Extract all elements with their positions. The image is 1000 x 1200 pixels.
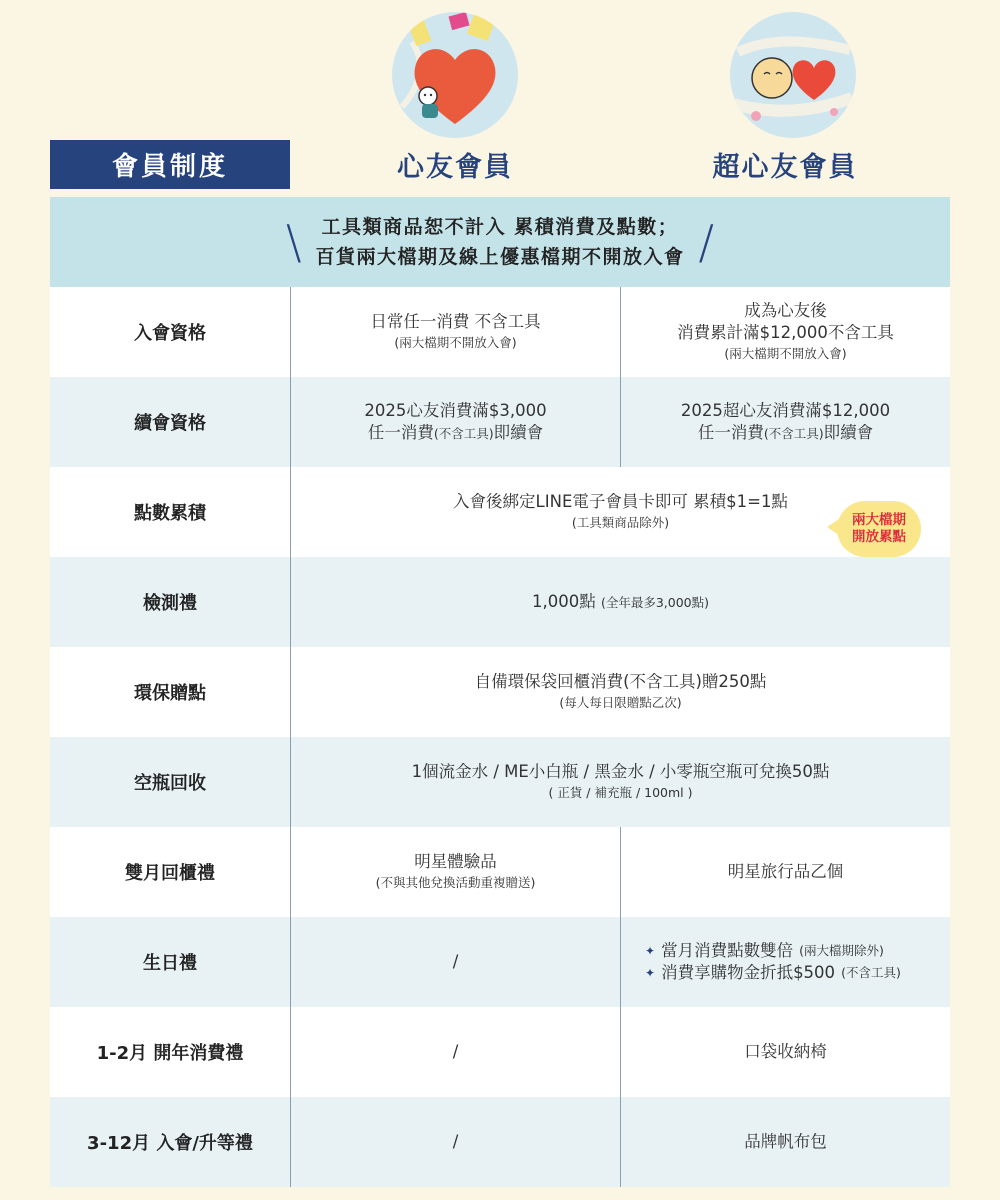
cell-main-line [532,591,709,614]
table-row-new-year [50,1007,950,1097]
row-label: 環保贈點 [134,683,206,704]
row-label: 續會資格 [134,413,206,434]
table-row-points [50,467,950,557]
row-label: 點數累積 [134,503,206,524]
tier2-cell [620,1007,950,1097]
diamond-star-icon: ✦ [645,944,656,958]
text-part: 即續會 [493,422,544,442]
cell-main: 自備環保袋回櫃消費(不含工具)贈250點 [474,672,767,691]
cell-note: (不與其他兌換活動重複贈送) [375,875,536,890]
text-part: 任一消費 [697,422,764,442]
cell-note: (兩大檔期不開放入會) [394,335,517,350]
table-row-bimonthly [50,827,950,917]
tier2-header: 超心友會員 [712,152,858,183]
row-label: 生日禮 [143,953,197,974]
cell-main: / [452,1042,459,1061]
tier1-heart-character-icon [392,12,518,138]
notice-line-2: 百貨兩大檔期及線上優惠檔期不開放入會 [315,246,685,268]
diamond-star-icon: ✦ [645,966,656,980]
tier2-cell [620,917,950,1007]
cell-line-2 [368,422,543,445]
tier1-cell [290,917,620,1007]
promo-badge [837,501,921,557]
text-part: 即續會 [823,422,874,442]
tier1-cell [290,1007,620,1097]
row-label: 雙月回櫃禮 [125,863,215,884]
membership-table [50,287,950,1187]
text-small: (不含工具) [763,425,824,441]
left-slash-decoration: \ [285,215,302,269]
cell-main: 明星旅行品乙個 [727,862,844,881]
tier2-cell [620,1097,950,1187]
tier2-heart-couple-icon [730,12,856,138]
cell-main: / [452,952,459,971]
cell-note: (每人每日限贈點乙次) [559,695,682,710]
table-row-bottle [50,737,950,827]
cell-line-1: 2025超心友消費滿$12,000 [680,400,891,420]
row-label: 空瓶回收 [134,773,206,794]
shared-cell [290,557,950,647]
bullet-item [645,962,901,984]
row-label: 檢測禮 [143,593,197,614]
tier1-cell [290,827,620,917]
tier1-header: 心友會員 [397,152,513,183]
cell-main: 1,000點 [531,591,596,611]
cell-main: 入會後綁定LINE電子會員卡即可 累積$1=1點 [453,492,788,511]
table-row-eco [50,647,950,737]
cell-note: (全年最多3,000點) [600,594,710,610]
notice-line-1: 工具類商品恕不計入 累積消費及點數； [321,216,679,238]
cell-line-2 [698,422,873,445]
right-slash-decoration: / [698,215,714,269]
cell-note: ( 正貨 / 補充瓶 / 100ml ) [548,785,693,800]
cell-main: / [452,1132,459,1151]
cell-main: 1個流金水 / ME小白瓶 / 黑金水 / 小零瓶空瓶可兌換50點 [411,762,830,781]
bullet-main: 當月消費點數雙倍 [661,941,794,960]
table-row-test-gift [50,557,950,647]
shared-cell [290,737,950,827]
table-row-join-upgrade [50,1097,950,1187]
table-row-renew [50,377,950,467]
tier1-cell [290,377,620,467]
cell-note: (兩大檔期不開放入會) [724,346,847,361]
cell-main: 明星體驗品 [414,852,497,871]
tier2-cell [620,377,950,467]
cell-main: 日常任一消費 不含工具 [370,312,541,331]
cell-main: 口袋收納椅 [744,1042,827,1061]
tier2-cell [620,287,950,377]
badge-line-1: 兩大檔期 [852,512,906,528]
cell-line-1: 2025心友消費滿$3,000 [364,400,547,420]
bullet-item [645,940,884,962]
table-row-birthday [50,917,950,1007]
badge-line-2: 開放累點 [852,529,906,545]
membership-system-header: 會員制度 [50,140,290,189]
tier2-cell [620,827,950,917]
table-row-join [50,287,950,377]
tier1-cell [290,287,620,377]
bullet-main: 消費享購物金折抵$500 [661,963,836,982]
text-small: (不含工具) [433,425,494,441]
row-label: 入會資格 [134,323,206,344]
tier1-cell [290,1097,620,1187]
notice-text [315,212,684,272]
cell-line-1: 成為心友後 [744,301,827,320]
text-part: 任一消費 [367,422,434,442]
cell-note: (工具類商品除外) [571,515,670,530]
cell-line-2: 消費累計滿$12,000不含工具 [677,323,894,342]
bullet-note: (不含工具) [841,965,901,980]
cell-main: 品牌帆布包 [744,1132,827,1151]
row-label: 3-12月 入會/升等禮 [87,1133,253,1154]
row-label: 1-2月 開年消費禮 [96,1043,244,1064]
shared-cell [290,647,950,737]
notice-banner [50,197,950,287]
bullet-note: (兩大檔期除外) [799,943,884,958]
